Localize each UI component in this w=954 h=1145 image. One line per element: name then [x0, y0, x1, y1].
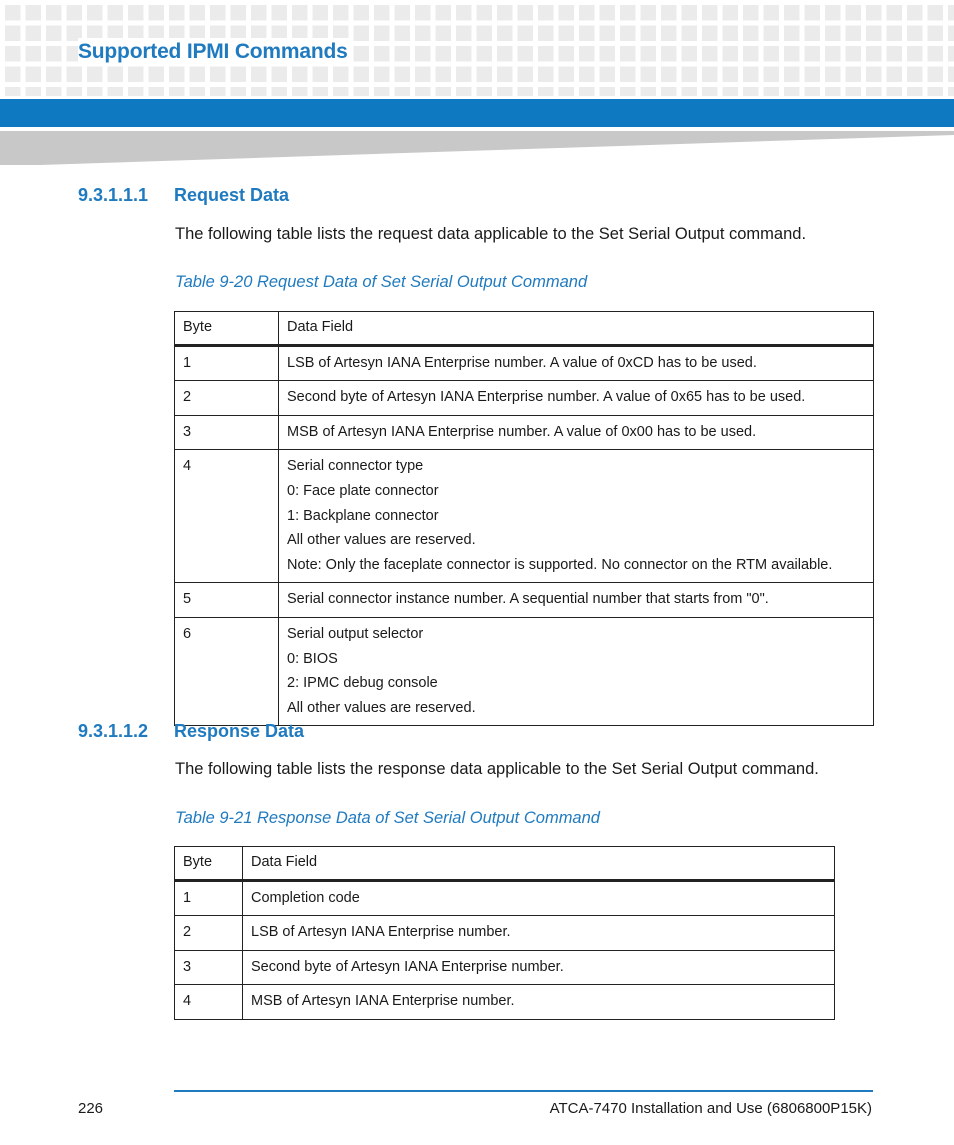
table-header-row	[175, 312, 874, 346]
data-field-cell	[243, 880, 835, 916]
response-data-table	[174, 846, 835, 1020]
header-blue-band	[0, 99, 954, 127]
section-heading-response-data	[78, 721, 304, 742]
data-field-cell	[279, 345, 874, 381]
data-field-line: Note: Only the faceplate connector is supported. No connector on the RTM available.	[287, 556, 833, 573]
table-row	[175, 880, 835, 916]
table-header-row	[175, 847, 835, 881]
byte-cell: 3	[175, 950, 243, 985]
data-field-line: LSB of Artesyn IANA Enterprise number.	[251, 924, 511, 941]
section-heading-request-data	[78, 185, 289, 206]
table-row	[175, 583, 874, 618]
request-data-table	[174, 311, 874, 726]
data-field-line: Second byte of Artesyn IANA Enterprise number.	[251, 958, 564, 975]
footer-page-number: 226	[78, 1100, 104, 1117]
data-field-line: 0: Face plate connector	[287, 482, 439, 499]
byte-cell: 4	[175, 985, 243, 1020]
byte-cell: 2	[175, 916, 243, 951]
column-header-byte: Byte	[175, 847, 243, 881]
byte-cell: 1	[175, 880, 243, 916]
byte-cell: 1	[175, 345, 279, 381]
response-intro-text: The following table lists the response data applicable to the Set Serial Output command.	[175, 760, 819, 778]
byte-cell: 6	[175, 617, 279, 725]
footer-rule	[174, 1090, 873, 1092]
data-field-cell	[243, 916, 835, 951]
data-field-cell	[243, 985, 835, 1020]
byte-cell: 2	[175, 381, 279, 416]
data-field-cell	[279, 381, 874, 416]
byte-cell: 4	[175, 450, 279, 583]
byte-cell: 3	[175, 415, 279, 450]
table-row	[175, 381, 874, 416]
table-row	[175, 415, 874, 450]
data-field-line: All other values are reserved.	[287, 699, 476, 716]
table-row	[175, 345, 874, 381]
data-field-line: 2: IPMC debug console	[287, 675, 438, 692]
section-number: 9.3.1.1.2	[78, 721, 149, 741]
chapter-header-title: Supported IPMI Commands	[78, 38, 352, 66]
data-field-cell	[279, 617, 874, 725]
table-row	[175, 916, 835, 951]
table-row	[175, 617, 874, 725]
data-field-line: Serial connector type	[287, 458, 424, 475]
byte-cell: 5	[175, 583, 279, 618]
column-header-data-field: Data Field	[243, 847, 835, 881]
data-field-cell	[279, 450, 874, 583]
data-field-line: Completion code	[251, 889, 360, 906]
column-header-data-field: Data Field	[279, 312, 874, 346]
data-field-line: MSB of Artesyn IANA Enterprise number. A value of 0x00 has to be used.	[287, 423, 757, 440]
data-field-line: MSB of Artesyn IANA Enterprise number.	[251, 993, 515, 1010]
data-field-cell	[243, 950, 835, 985]
data-field-line: Serial output selector	[287, 625, 424, 642]
data-field-line: Serial connector instance number. A sequential number that starts from "0".	[287, 591, 769, 608]
table-row	[175, 950, 835, 985]
column-header-byte: Byte	[175, 312, 279, 346]
data-field-line: 0: BIOS	[287, 650, 338, 667]
table-row	[175, 450, 874, 583]
request-table-caption: Table 9-20 Request Data of Set Serial Output Command	[175, 273, 588, 291]
data-field-line: LSB of Artesyn IANA Enterprise number. A value of 0xCD has to be used.	[287, 354, 757, 371]
data-field-line: 1: Backplane connector	[287, 507, 439, 524]
section-number: 9.3.1.1.1	[78, 185, 149, 205]
table-row	[175, 985, 835, 1020]
response-table-caption: Table 9-21 Response Data of Set Serial Output Command	[175, 809, 600, 827]
data-field-line: Second byte of Artesyn IANA Enterprise number. A value of 0x65 has to be used.	[287, 389, 806, 406]
data-field-cell	[279, 415, 874, 450]
section-title: Request Data	[174, 185, 290, 205]
section-title: Response Data	[174, 721, 305, 741]
header-grey-wedge	[0, 131, 954, 165]
data-field-line: All other values are reserved.	[287, 532, 476, 549]
data-field-cell	[279, 583, 874, 618]
footer-document-title: ATCA-7470 Installation and Use (6806800P15K)	[549, 1100, 872, 1117]
request-intro-text: The following table lists the request data applicable to the Set Serial Output command.	[175, 225, 807, 243]
